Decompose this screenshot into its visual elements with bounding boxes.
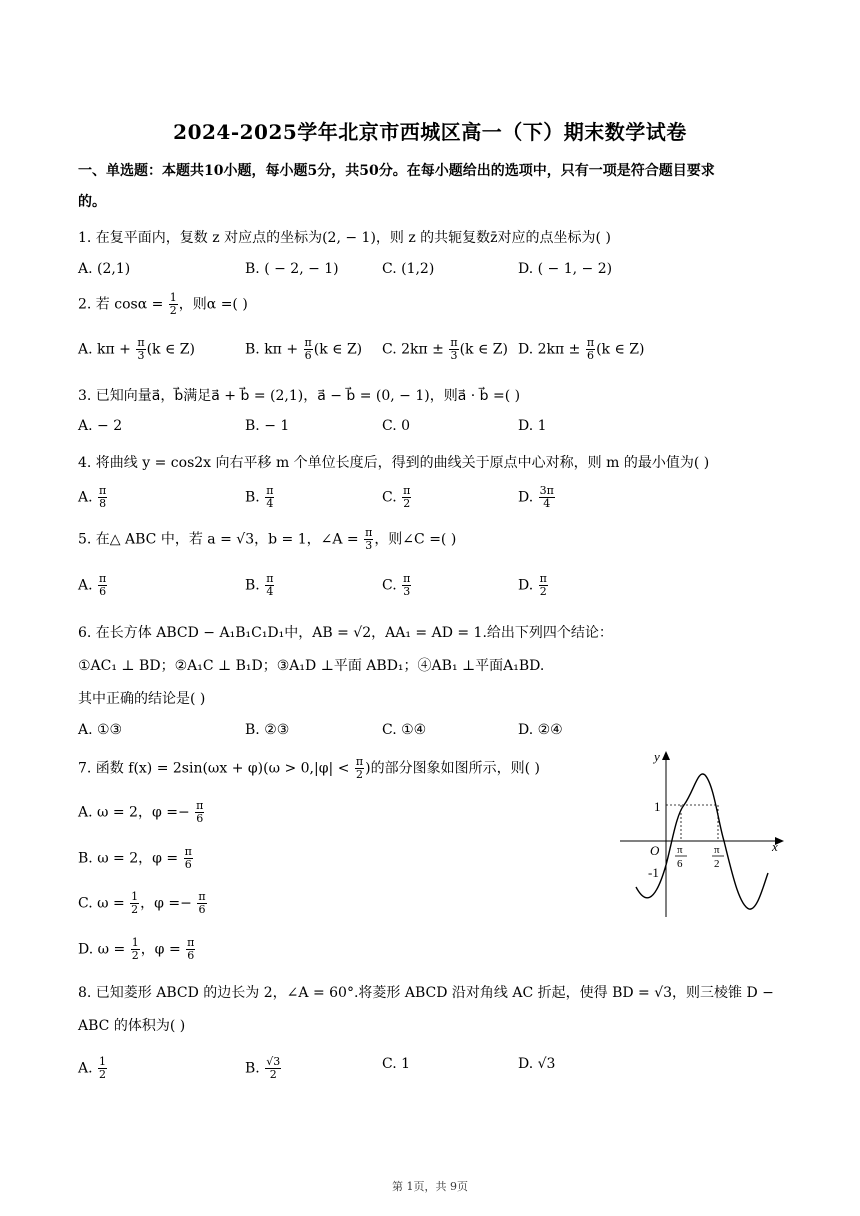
q6-option-c: C. ①④ <box>382 722 427 738</box>
q7-option-c: C. ω = $\frac{1}{2}$ ，φ =− $\frac{\pi}{6}$ <box>78 890 206 916</box>
y-label-1: 1 <box>654 799 661 814</box>
page-title: 2024-2025学年北京市西城区高一（下）期末数学试卷 <box>173 120 687 144</box>
q3-option-a: A. − 2 <box>78 418 123 434</box>
q2-option-b: B. kπ + $\frac{\pi}{6}$ (k ∈ Z) <box>245 336 363 362</box>
fraction: $\frac{1}{2}$ <box>169 291 177 317</box>
origin-label: O <box>650 843 660 858</box>
q2-option-a: A. kπ + $\frac{\pi}{3}$ (k ∈ Z) <box>78 336 195 362</box>
tick-pi6-num: π <box>677 844 683 856</box>
q8-option-a: A. $\frac{1}{2}$ <box>78 1055 107 1081</box>
question-3-stem: 3. 已知向量a⃗，b⃗满足a⃗ + b⃗ = (2,1)，a⃗ − b⃗ = (0, − 1)，则a⃗ · b⃗ =( ) <box>78 388 521 404</box>
section-heading: 一、单选题：本题共10小题，每小题5分，共50分。在每小题给出的选项中，只有一项是符合题目要求 <box>78 163 715 179</box>
q5-option-c: C. $\frac{\pi}{3}$ <box>382 572 411 598</box>
q8-option-d: D. √3 <box>518 1056 556 1072</box>
question-2-stem: 2. 若 cosα = $\frac{1}{2}$ ，则α =( ) <box>78 291 248 317</box>
page-footer: 第 1页，共 9页 <box>392 1180 468 1193</box>
question-6-statements: ①AC₁ ⊥ BD；②A₁C ⊥ B₁D；③A₁D ⊥平面 ABD₁；④AB₁ ⊥平面A₁BD. <box>78 658 545 674</box>
question-7-stem: 7. 函数 f(x) = 2sin(ωx + φ)(ω > 0,|φ| < $\frac{\pi}{2}$ )的部分图象如图所示，则( ) <box>78 755 540 781</box>
y-axis-arrow <box>662 751 670 760</box>
q4-option-b: B. $\frac{\pi}{4}$ <box>245 484 274 510</box>
q3-option-b: B. − 1 <box>245 418 290 434</box>
tick-pi2-den: 2 <box>714 858 720 870</box>
question-5-stem: 5. 在△ ABC 中，若 a = √3，b = 1，∠A = $\frac{\pi}{3}$ ，则∠C =( ) <box>78 526 457 552</box>
q4-option-d: D. $\frac{3\pi}{4}$ <box>518 484 554 510</box>
q8-option-b: B. $\frac{√3}{2}$ <box>245 1055 281 1081</box>
q4-option-c: C. $\frac{\pi}{2}$ <box>382 484 411 510</box>
question-6-prompt: 其中正确的结论是( ) <box>78 691 206 707</box>
y-axis-label: y <box>654 749 660 764</box>
question-8-stem: 8. 已知菱形 ABCD 的边长为 2，∠A = 60°.将菱形 ABCD 沿对角线 AC 折起，使得 BD = √3，则三棱锥 D − <box>78 985 774 1001</box>
q7-option-a: A. ω = 2，φ =− $\frac{\pi}{6}$ <box>78 799 204 825</box>
q2-option-d: D. 2kπ ± $\frac{\pi}{6}$ (k ∈ Z) <box>518 336 645 362</box>
q1-option-d: D. ( − 1, − 2) <box>518 261 613 277</box>
y-label-neg1: -1 <box>648 865 659 880</box>
q3-option-d: D. 1 <box>518 418 547 434</box>
question-1-stem: 1. 在复平面内，复数 z 对应点的坐标为(2, − 1)，则 z 的共轭复数z̄对应的点坐标为( ) <box>78 230 611 246</box>
q2-option-c: C. 2kπ ± $\frac{\pi}{3}$ (k ∈ Z) <box>382 336 508 362</box>
q1-option-b: B. ( − 2, − 1) <box>245 261 339 277</box>
q7-option-b: B. ω = 2，φ = $\frac{\pi}{6}$ <box>78 845 192 871</box>
q4-option-a: A. $\frac{\pi}{8}$ <box>78 484 107 510</box>
question-6-stem: 6. 在长方体 ABCD − A₁B₁C₁D₁中，AB = √2，AA₁ = AD = 1.给出下列四个结论： <box>78 625 613 641</box>
question-8-stem-cont: ABC 的体积为( ) <box>78 1018 186 1034</box>
tick-pi6-den: 6 <box>677 858 683 870</box>
sine-curve <box>636 774 768 909</box>
q5-option-b: B. $\frac{\pi}{4}$ <box>245 572 274 598</box>
tick-pi2-num: π <box>714 844 720 856</box>
q6-option-a: A. ①③ <box>78 722 123 738</box>
sine-graph-figure <box>614 747 786 925</box>
question-4-stem: 4. 将曲线 y = cos2x 向右平移 m 个单位长度后，得到的曲线关于原点中心对称，则 m 的最小值为( ) <box>78 455 710 471</box>
section-heading-cont: 的。 <box>78 194 106 210</box>
q8-option-c: C. 1 <box>382 1056 411 1072</box>
q1-option-c: C. (1,2) <box>382 261 435 277</box>
q1-option-a: A. (2,1) <box>78 261 131 277</box>
q5-option-d: D. $\frac{\pi}{2}$ <box>518 572 547 598</box>
q5-option-a: A. $\frac{\pi}{6}$ <box>78 572 107 598</box>
q6-option-b: B. ②③ <box>245 722 290 738</box>
x-axis-label: x <box>772 839 778 854</box>
q7-option-d: D. ω = $\frac{1}{2}$ ，φ = $\frac{\pi}{6}$ <box>78 936 195 962</box>
q6-option-d: D. ②④ <box>518 722 563 738</box>
q3-option-c: C. 0 <box>382 418 411 434</box>
